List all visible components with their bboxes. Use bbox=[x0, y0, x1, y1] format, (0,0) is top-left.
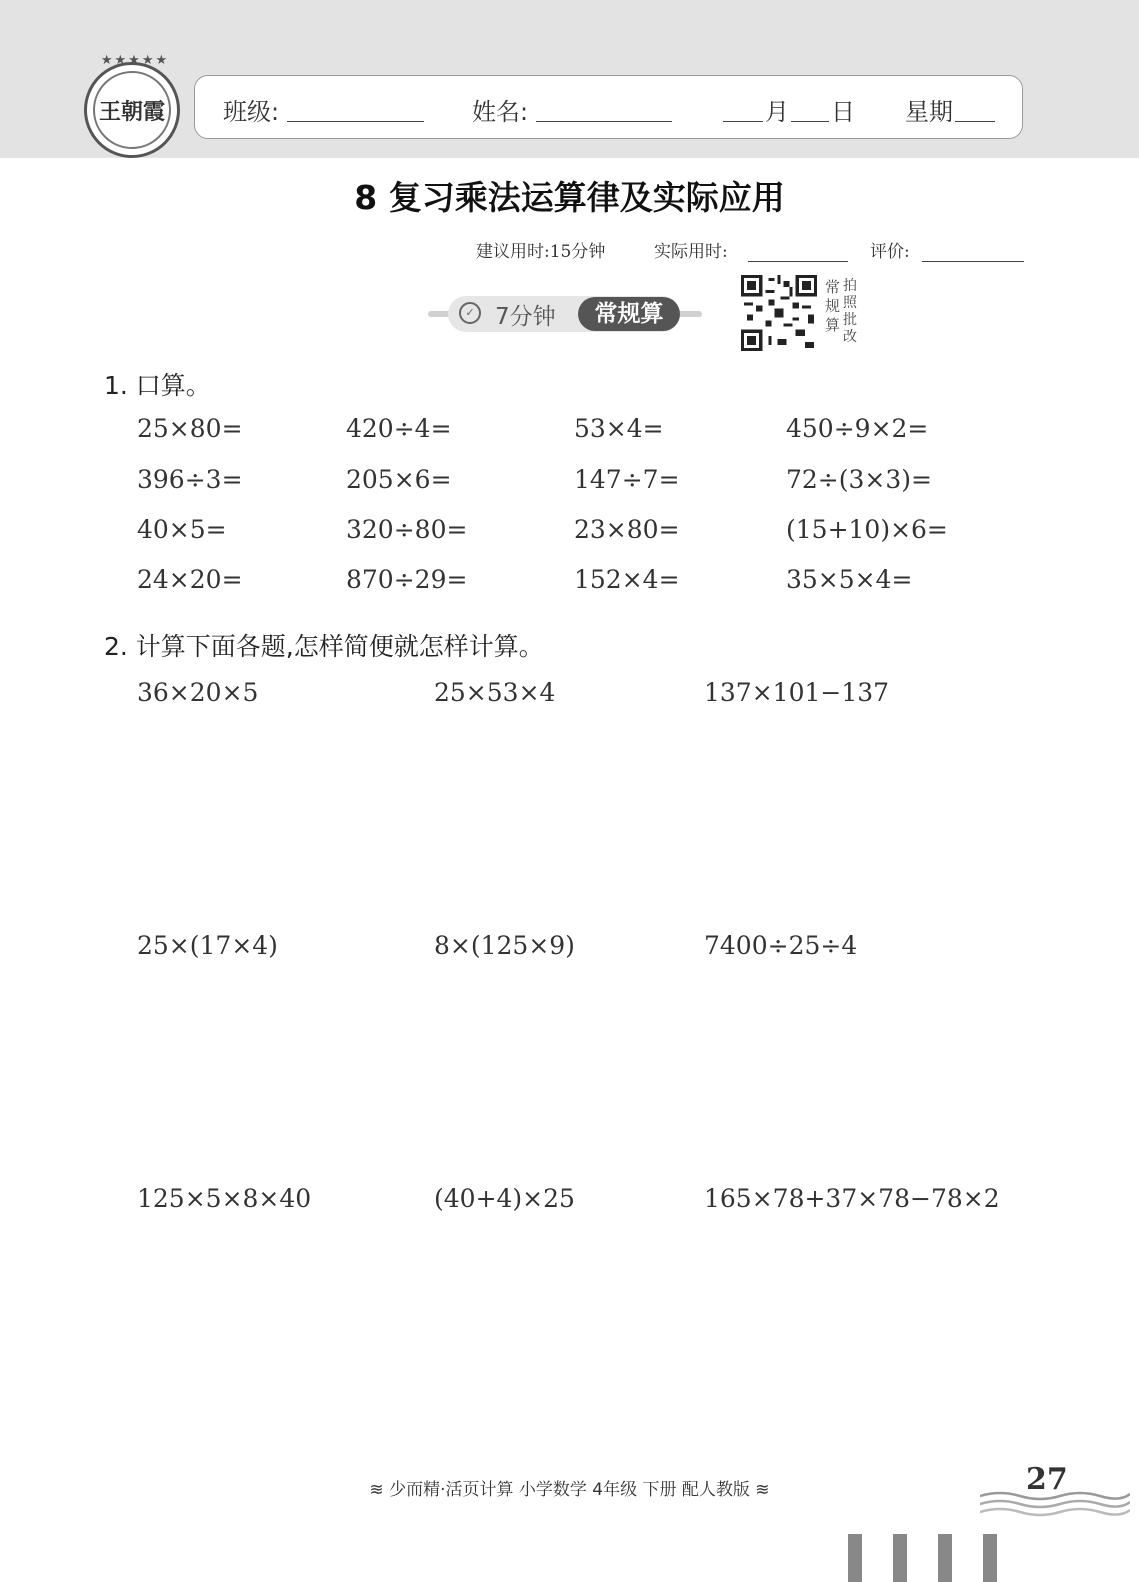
oral-item: (15+10)×6= bbox=[786, 515, 948, 544]
calc-problem: 25×(17×4) bbox=[137, 931, 278, 960]
oral-item: 420÷4= bbox=[346, 414, 452, 443]
stars-icon: ★★★★★ bbox=[100, 53, 170, 68]
day-field[interactable] bbox=[791, 121, 829, 122]
weekday-field[interactable] bbox=[955, 121, 995, 122]
weekday-label: 星期 bbox=[905, 98, 953, 126]
section-1-heading: 1. 口算。 bbox=[104, 371, 211, 400]
oral-item: 396÷3= bbox=[137, 465, 243, 494]
actual-time-label: 实际用时: bbox=[654, 242, 728, 262]
badge-time: 7分钟 bbox=[495, 304, 556, 330]
oral-item: 40×5= bbox=[137, 515, 227, 544]
edge-marker bbox=[983, 1534, 997, 1582]
evaluation-field[interactable] bbox=[922, 261, 1024, 262]
wave-decoration-icon bbox=[980, 1488, 1130, 1518]
oral-item: 35×5×4= bbox=[786, 565, 913, 594]
class-field[interactable] bbox=[287, 121, 424, 122]
edge-marker bbox=[893, 1534, 907, 1582]
oral-item: 53×4= bbox=[574, 414, 664, 443]
oral-item: 320÷80= bbox=[346, 515, 468, 544]
section-2-heading: 2. 计算下面各题,怎样简便就怎样计算。 bbox=[104, 632, 544, 661]
day-label: 日 bbox=[831, 98, 855, 126]
edge-marker bbox=[848, 1534, 862, 1582]
calc-problem: (40+4)×25 bbox=[434, 1184, 575, 1213]
oral-item: 450÷9×2= bbox=[786, 414, 929, 443]
oral-item: 72÷(3×3)= bbox=[786, 465, 932, 494]
oral-item: 152×4= bbox=[574, 565, 680, 594]
badge-tag: 常规算 bbox=[578, 297, 680, 331]
oral-item: 24×20= bbox=[137, 565, 243, 594]
actual-time-field[interactable] bbox=[748, 261, 848, 262]
oral-item: 25×80= bbox=[137, 414, 243, 443]
evaluation-label: 评价: bbox=[870, 242, 910, 262]
edge-marker bbox=[938, 1534, 952, 1582]
oral-item: 23×80= bbox=[574, 515, 680, 544]
calc-problem: 36×20×5 bbox=[137, 678, 259, 707]
calc-problem: 125×5×8×40 bbox=[137, 1184, 312, 1213]
oral-item: 205×6= bbox=[346, 465, 452, 494]
calc-problem: 8×(125×9) bbox=[434, 931, 575, 960]
name-label: 姓名: bbox=[472, 98, 529, 126]
suggested-time: 建议用时:15分钟 bbox=[476, 242, 606, 262]
brand-logo bbox=[84, 53, 180, 158]
calc-problem: 137×101−137 bbox=[704, 678, 890, 707]
name-field[interactable] bbox=[536, 121, 672, 122]
page-title: 8 复习乘法运算律及实际应用 bbox=[354, 178, 785, 217]
footer-text: ≋ 少而精·活页计算 小学数学 4年级 下册 配人教版 ≋ bbox=[369, 1480, 770, 1500]
month-label: 月 bbox=[765, 98, 789, 126]
calc-problem: 165×78+37×78−78×2 bbox=[704, 1184, 1000, 1213]
month-field[interactable] bbox=[723, 121, 763, 122]
medal-icon: ✓ bbox=[459, 302, 481, 324]
logo-text: 王朝霞 bbox=[93, 71, 171, 149]
student-info-box bbox=[194, 75, 1023, 139]
oral-item: 870÷29= bbox=[346, 565, 468, 594]
oral-item: 147÷7= bbox=[574, 465, 680, 494]
qr-code-icon[interactable] bbox=[741, 275, 817, 351]
class-label: 班级: bbox=[223, 98, 280, 126]
calc-problem: 7400÷25÷4 bbox=[704, 931, 858, 960]
qr-caption-2: 拍照批改 bbox=[843, 278, 857, 345]
calc-problem: 25×53×4 bbox=[434, 678, 556, 707]
page-number: 27 bbox=[1026, 1462, 1068, 1497]
qr-caption-1: 常规算 bbox=[825, 278, 841, 334]
